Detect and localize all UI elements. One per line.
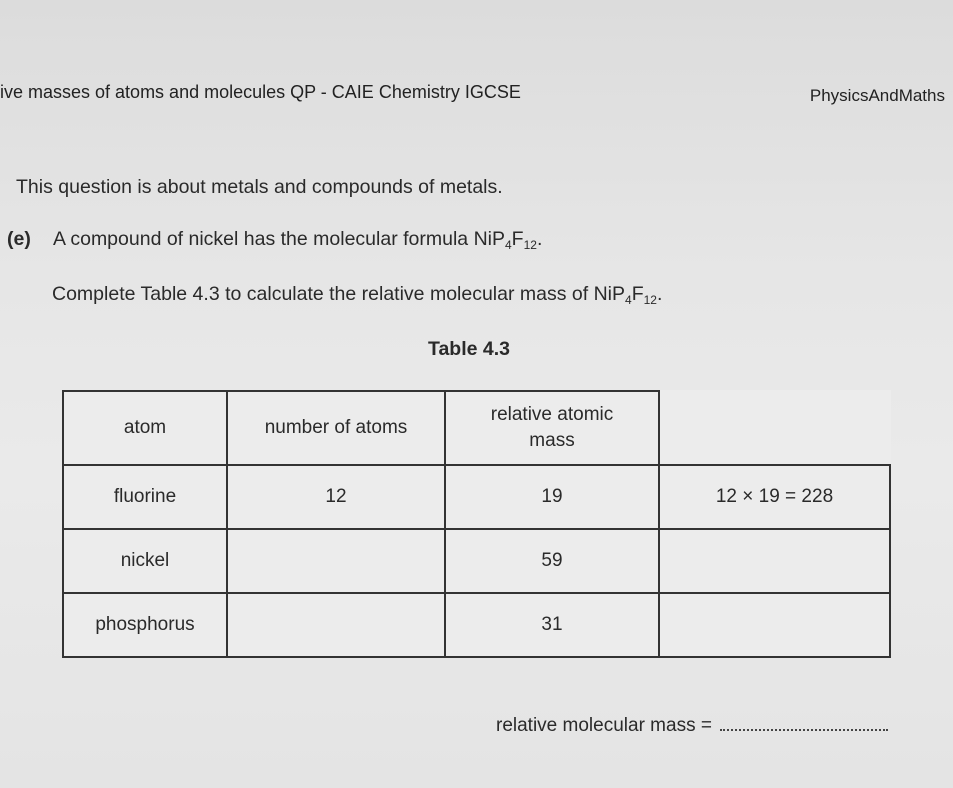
cell-calc[interactable] — [659, 593, 890, 657]
part-label: (e) — [7, 228, 31, 250]
part-formula: $NiP_4F_{12}$. — [473, 228, 543, 252]
answer-line — [496, 715, 888, 737]
part-text — [53, 228, 542, 252]
instruction-formula: $NiP_4F_{12}$. — [593, 283, 663, 307]
table-row — [63, 465, 890, 529]
header-title: ive masses of atoms and molecules QP - CAIE Chemistry IGCSE — [0, 82, 521, 102]
cell-calc: 12 × 19 = 228 — [659, 465, 890, 529]
instruction-sentence: Complete Table 4.3 to calculate the relative molecular mass of — [52, 283, 589, 305]
intro-text: This question is about metals and compounds of metals. — [16, 176, 503, 198]
cell-calc[interactable] — [659, 529, 890, 593]
cell-count: 12 — [227, 465, 445, 529]
cell-atom: phosphorus — [63, 593, 227, 657]
header-relative-atomic-mass: relative atomic mass — [445, 391, 659, 465]
table-row — [63, 529, 890, 593]
cell-count[interactable] — [227, 593, 445, 657]
cell-atom: fluorine — [63, 465, 227, 529]
header-atom: atom — [63, 391, 227, 465]
answer-blank[interactable] — [720, 715, 888, 731]
cell-atom: nickel — [63, 529, 227, 593]
part-sentence: A compound of nickel has the molecular formula — [53, 228, 469, 250]
cell-mass: 19 — [445, 465, 659, 529]
answer-label: relative molecular mass = — [496, 715, 712, 736]
table-row — [63, 593, 890, 657]
mass-table — [62, 390, 891, 658]
header-number-of-atoms: number of atoms — [227, 391, 445, 465]
table-caption: Table 4.3 — [428, 338, 511, 360]
instruction-text — [52, 283, 662, 307]
header-blank — [659, 391, 890, 465]
header-brand: PhysicsAndMaths — [809, 86, 945, 105]
cell-mass: 59 — [445, 529, 659, 593]
table-header-row — [63, 391, 890, 465]
cell-mass: 31 — [445, 593, 659, 657]
cell-count[interactable] — [227, 529, 445, 593]
